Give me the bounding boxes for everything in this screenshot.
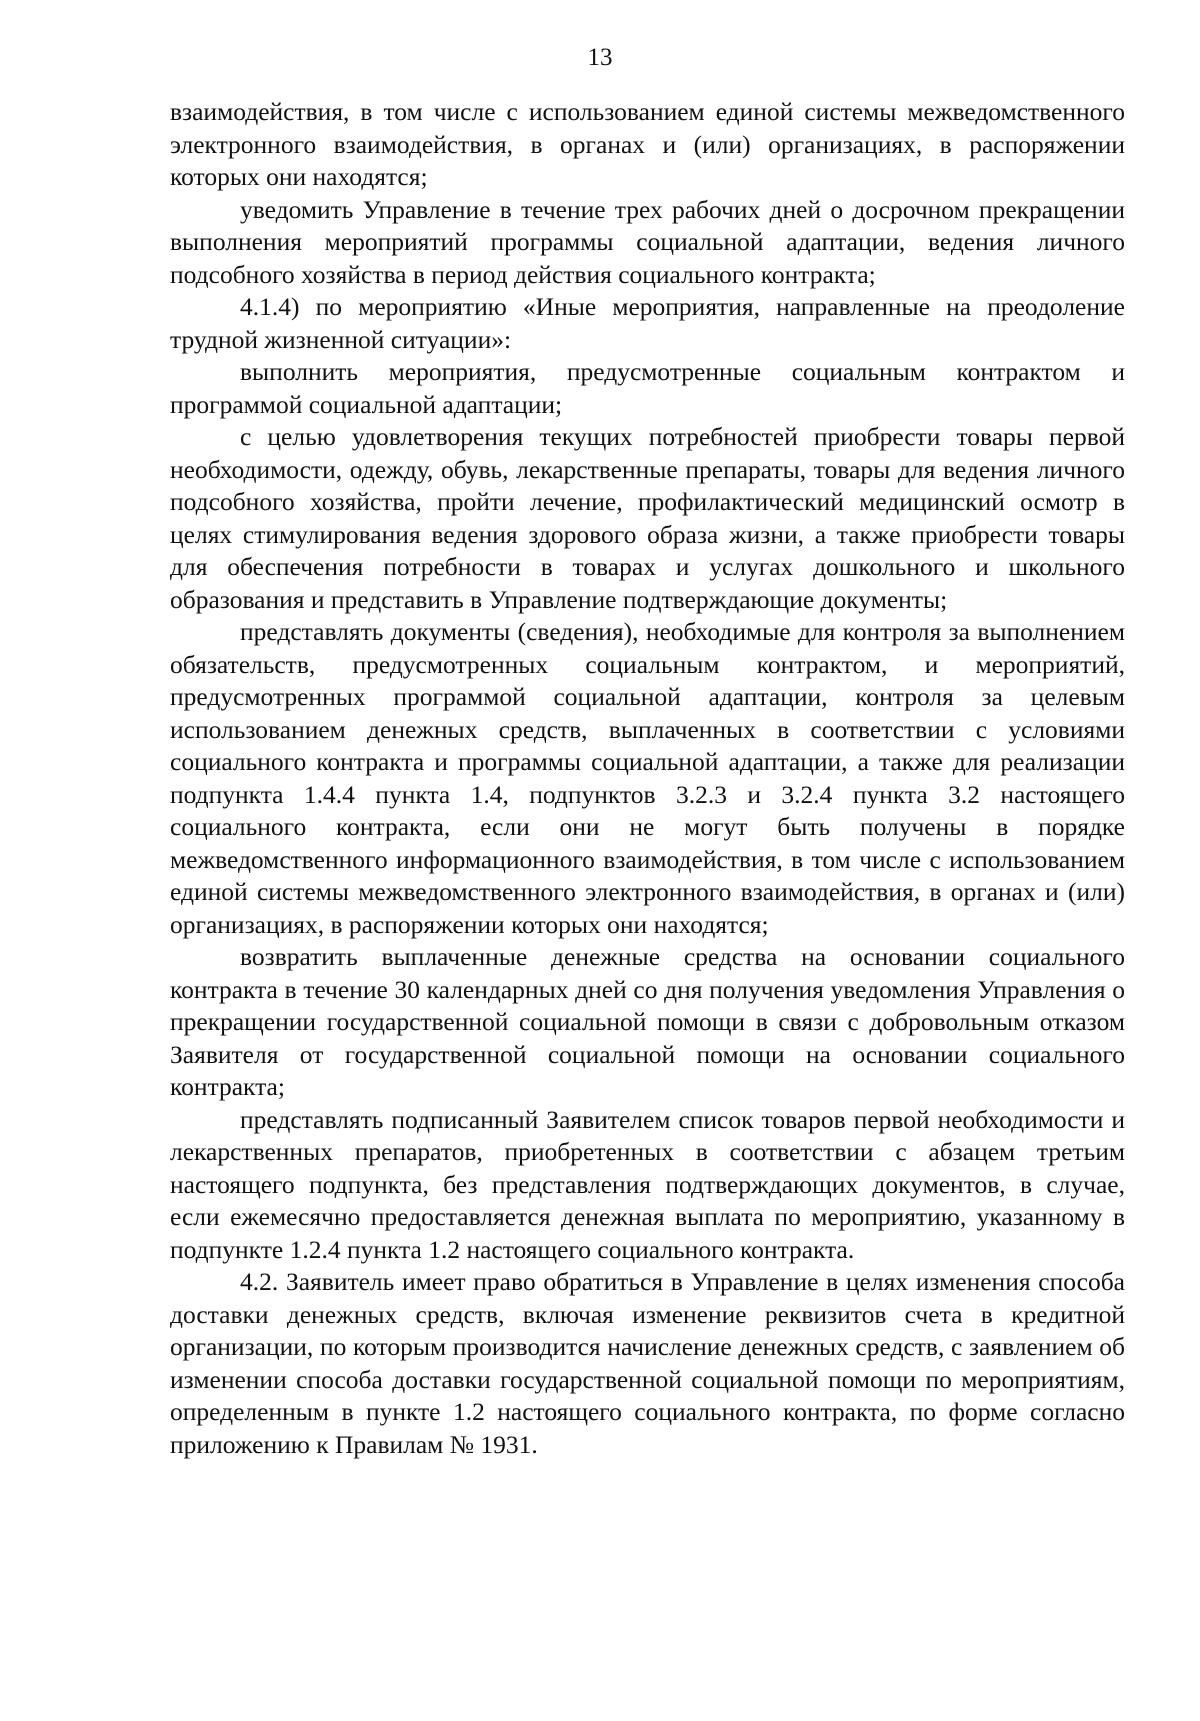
paragraph-perform-measures: выполнить мероприятия, предусмотренные социальным контрактом и программой социальной адаптации; xyxy=(170,357,1125,419)
paragraph-subclause-4-1-4: 4.1.4) по мероприятию «Иные мероприятия, направленные на преодоление трудной жизненной ситуации»: xyxy=(170,292,1125,354)
paragraph-continuation: взаимодействия, в том числе с использованием единой системы межведомственного электронного взаимодействия, в органах и (или) организациях, в распоряжении которых они находятся; xyxy=(170,97,1125,191)
paragraph-notify-management: уведомить Управление в течение трех рабочих дней о досрочном прекращении выполнения мероприятий программы социальной адаптации, ведения личного подсобного хозяйства в период действия социального контракта; xyxy=(170,194,1125,289)
paragraph-clause-4-2: 4.2. Заявитель имеет право обратиться в Управление в целях изменения способа доставки денежных средств, включая изменение реквизитов счета в кредитной организации, по которым производится начисление денежных средств, с заявлением об изменении способа доставки государственной социальной помощи по мероприятиям, определенным в пункте 1.2 настоящего социального контракта, по форме согласно приложению к Правилам № 1931. xyxy=(170,1267,1125,1459)
paragraph-purchase-goods: с целью удовлетворения текущих потребностей приобрести товары первой необходимости, одежду, обувь, лекарственные препараты, товары для ведения личного подсобного хозяйства, пройти лечение, профилактический медицинский осмотр в целях стимулирования ведения здорового образа жизни, а также приобрести товары для обеспечения потребности в товарах и услугах дошкольного и школьного образования и представить в Управление подтверждающие документы; xyxy=(170,422,1125,614)
document-body xyxy=(170,96,1125,1461)
page-number: 13 xyxy=(587,44,613,71)
paragraph-submit-goods-list: представлять подписанный Заявителем список товаров первой необходимости и лекарственных препаратов, приобретенных в соответствии с абзацем третьим настоящего подпункта, без представления подтверждающих документов, в случае, если ежемесячно предоставляется денежная выплата по мероприятию, указанному в подпункте 1.2.4 пункта 1.2 настоящего социального контракта. xyxy=(170,1104,1125,1264)
paragraph-submit-documents: представлять документы (сведения), необходимые для контроля за выполнением обязательств, предусмотренных социальным контрактом, и мероприятий, предусмотренных программой социальной адаптации, контроля за целевым использованием денежных средств, выплаченных в соответствии с условиями социального контракта и программы социальной адаптации, а также для реализации подпункта 1.4.4 пункта 1.4, подпунктов 3.2.3 и 3.2.4 пункта 3.2 настоящего социального контракта, если они не могут быть получены в порядке межведомственного информационного взаимодействия, в том числе с использованием единой системы межведомственного электронного взаимодействия, в органах и (или) организациях, в распоряжении которых они находятся; xyxy=(170,617,1125,939)
paragraph-return-funds: возвратить выплаченные денежные средства на основании социального контракта в течение 30 календарных дней со дня получения уведомления Управления о прекращении государственной социальной помощи в связи с добровольным отказом Заявителя от государственной социальной помощи на основании социального контракта; xyxy=(170,942,1125,1101)
